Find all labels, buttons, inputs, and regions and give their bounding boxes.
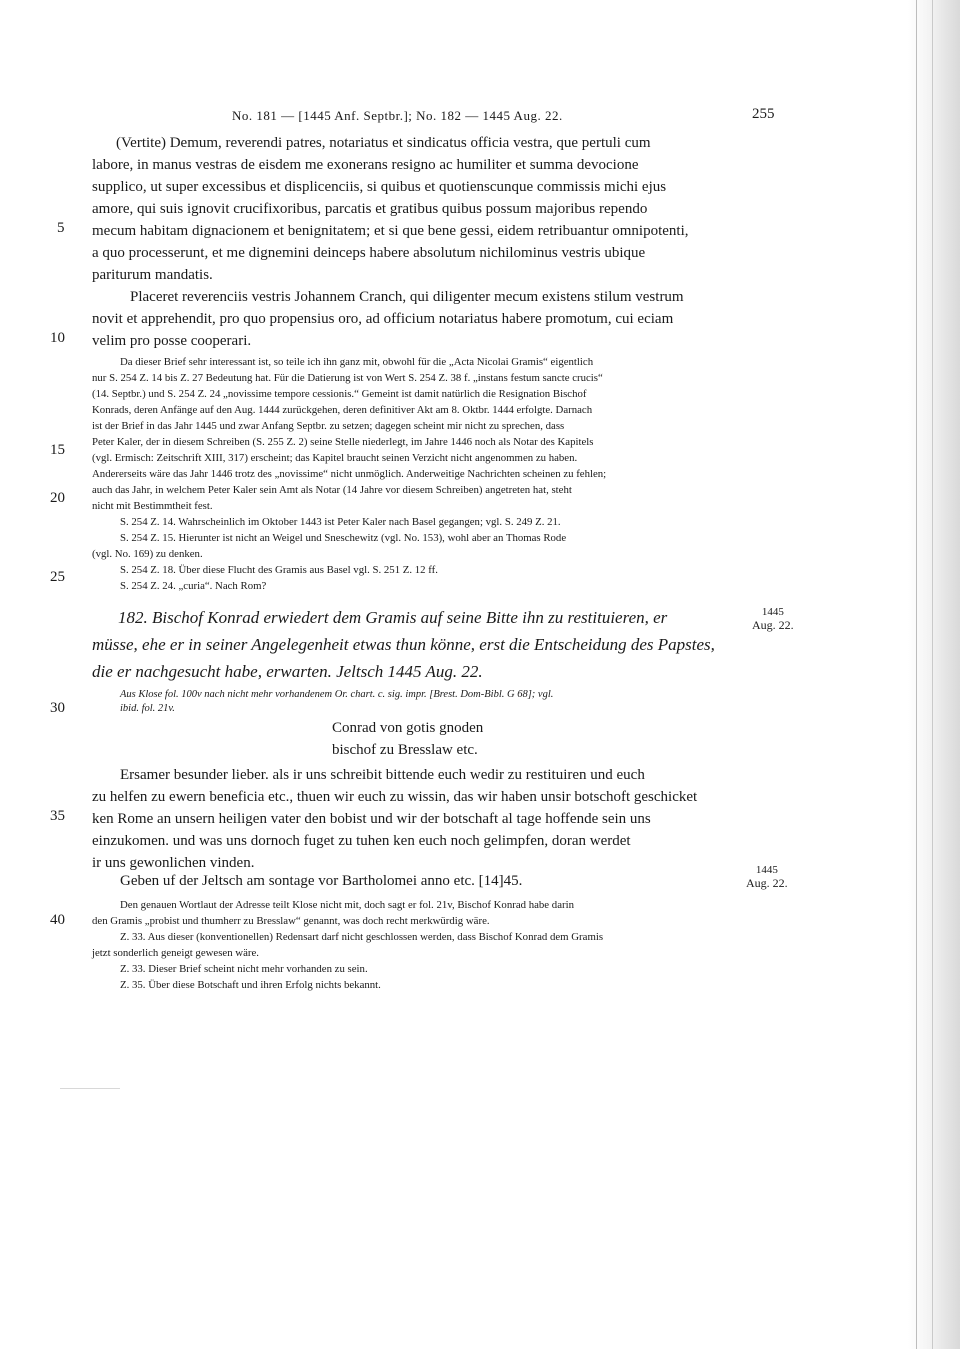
text-line: amore, qui suis ignovit crucifixoribus, parcatis et gratibus quibus possum majoribus rependo xyxy=(92,201,648,217)
note-line: Peter Kaler, der in diesem Schreiben (S. 255 Z. 2) seine Stelle niederlegt, im Jahre 1446 noch als Notar des Kapitels xyxy=(92,436,594,448)
address-line: Conrad von gotis gnoden xyxy=(332,720,484,736)
source-line: Aus Klose fol. 100v nach nicht mehr vorhandenem Or. chart. c. sig. impr. [Brest. Dom-Bibl. G 68]; vgl. xyxy=(120,689,554,700)
source-line: ibid. fol. 21v. xyxy=(120,703,175,714)
doc181-text xyxy=(92,132,748,362)
note-line: (14. Septbr.) und S. 254 Z. 24 „novissime tempore cessionis.“ Gemeint ist damit natürlich die Resignation Bischof xyxy=(92,388,587,400)
doc182-heading xyxy=(92,604,748,688)
note-line: Den genauen Wortlaut der Adresse teilt Klose nicht mit, doch sagt er fol. 21v, Bischof Konrad habe darin xyxy=(120,899,574,911)
note-line: ist der Brief in das Jahr 1445 und zwar Anfang Septbr. zu setzen; dagegen scheint mir nicht zu sprechen, dass xyxy=(92,420,565,432)
note-line: (vgl. No. 169) zu denken. xyxy=(92,548,203,560)
note-line: jetzt sonderlich geneigt gewesen wäre. xyxy=(92,947,259,959)
margin-date-2 xyxy=(746,864,788,890)
text-line: zu helfen zu ewern beneficia etc., thuen wir euch zu wissin, das wir haben unsir botschoft geschicket xyxy=(92,789,698,805)
note-line: S. 254 Z. 14. Wahrscheinlich im Oktober 1443 ist Peter Kaler nach Basel gegangen; vgl. S. 249 Z. 21. xyxy=(120,516,561,528)
note-line: Z. 33. Dieser Brief scheint nicht mehr vorhanden zu sein. xyxy=(120,963,368,975)
note-line: auch das Jahr, in welchem Peter Kaler sein Amt als Notar (14 Jahre vor diesem Schreiben) angetreten hat, steht xyxy=(92,484,572,496)
line-number: 35 xyxy=(50,808,65,824)
line-number: 10 xyxy=(50,330,65,346)
margin-day: Aug. 22. xyxy=(746,876,788,890)
text-line: mecum habitam dignacionem et benignitatem; et si que bene gessi, eidem retribuantur omnipotenti, xyxy=(92,223,689,239)
text-line: (Vertite) Demum, reverendi patres, notariatus et sindicatus officia vestra, que pertuli cum xyxy=(116,135,651,151)
doc182-text xyxy=(92,764,748,884)
note-line: den Gramis „probist und thumherr zu Bresslaw“ genannt, was doch recht merkwürdig wäre. xyxy=(92,915,490,927)
text-line: novit et apprehendit, pro quo propensius oro, ad officium notariatus habere promotum, cui eciam xyxy=(92,311,674,327)
note-line: S. 254 Z. 15. Hierunter ist nicht an Weigel und Sneschewitz (vgl. No. 153), wohl aber an Thomas Rode xyxy=(120,532,567,544)
heading-line: die er nachgesucht habe, erwarten. Jeltsch 1445 Aug. 22. xyxy=(92,662,483,681)
scan-speck xyxy=(60,1088,120,1089)
margin-date xyxy=(752,606,794,632)
running-header: No. 181 — [1445 Anf. Septbr.]; No. 182 — 1445 Aug. 22. xyxy=(232,108,563,123)
text-line: ken Rome an unsern heiligen vater den bobist und wir der botschaft al tage hoffende sein uns xyxy=(92,811,651,827)
address-line: bischof zu Bresslaw etc. xyxy=(332,742,478,758)
text-line: Geben uf der Jeltsch am sontage vor Bartholomei anno etc. [14]45. xyxy=(120,873,523,889)
line-number: 40 xyxy=(50,912,65,928)
doc181-notes xyxy=(92,355,748,595)
text-line: pariturum mandatis. xyxy=(92,267,213,283)
note-line: nicht mit Bestimmtheit fest. xyxy=(92,500,213,512)
text-line: velim pro posse cooperari. xyxy=(92,333,252,349)
text-line: einzukomen. und was uns dornoch fuget zu tuhen ken euch noch gelimpfen, doran werdet xyxy=(92,833,631,849)
line-number: 5 xyxy=(57,220,65,236)
note-line: Z. 33. Aus dieser (konventionellen) Redensart darf nicht geschlossen werden, dass Bischof Konrad dem Gramis xyxy=(120,931,604,943)
line-number: 20 xyxy=(50,490,65,506)
note-line: Andererseits wäre das Jahr 1446 trotz des „novissime“ nicht unmöglich. Anderweitige Nachrichten scheinen zu fehlen; xyxy=(92,468,607,480)
doc182-dating xyxy=(92,870,748,892)
margin-year: 1445 xyxy=(755,864,778,876)
line-number: 15 xyxy=(50,442,65,458)
note-line: nur S. 254 Z. 14 bis Z. 27 Bedeutung hat. Für die Datierung ist von Wert S. 254 Z. 38 f. „instans festum sancte crucis“ xyxy=(92,372,603,384)
note-line: S. 254 Z. 24. „curia“. Nach Rom? xyxy=(120,580,267,592)
note-line: S. 254 Z. 18. Über diese Flucht des Gramis aus Basel vgl. S. 251 Z. 12 ff. xyxy=(120,564,438,576)
doc182-source xyxy=(92,688,748,718)
note-line: Da dieser Brief sehr interessant ist, so teile ich ihn ganz mit, obwohl für die „Acta Nicolai Gramis“ eigentlich xyxy=(120,356,594,368)
heading-line: müsse, ehe er in seiner Angelegenheit etwas thun könne, erst die Entscheidung des Papstes, xyxy=(92,635,715,654)
doc182-notes xyxy=(92,898,748,998)
margin-year: 1445 xyxy=(761,606,784,618)
note-line: (vgl. Ermisch: Zeitschrift XIII, 317) erscheint; das Kapitel braucht seinen Verzicht nicht angenommen zu haben. xyxy=(92,452,578,464)
heading-line: 182. Bischof Konrad erwiedert dem Gramis auf seine Bitte ihn zu restituieren, er xyxy=(118,608,668,627)
text-line: labore, in manus vestras de eisdem me exonerans resigno ac humiliter et summa devocione xyxy=(92,157,639,173)
text-line: Placeret reverenciis vestris Johannem Cranch, qui diligenter mecum existens stilum vestrum xyxy=(130,289,684,305)
text-line: a quo processerunt, et me dignemini deinceps habere absolutum nichilominus vestris ubique xyxy=(92,245,646,261)
text-line: ir uns gewonlichen vinden. xyxy=(92,855,255,871)
line-number: 30 xyxy=(50,700,65,716)
note-line: Z. 35. Über diese Botschaft und ihren Erfolg nichts bekannt. xyxy=(120,979,381,991)
scan-edge xyxy=(908,0,960,1349)
margin-day: Aug. 22. xyxy=(752,618,794,632)
note-line: Konrads, deren Anfänge auf den Aug. 1444 zurückgehen, deren definitiver Akt am 8. Oktbr. 1444 erfolgte. Darnach xyxy=(92,404,593,416)
page-number: 255 xyxy=(752,106,775,122)
text-line: Ersamer besunder lieber. als ir uns schreibit bittende euch wedir zu restituiren und euch xyxy=(120,767,645,783)
text-line: supplico, ut super excessibus et displicenciis, si quibus et quotienscunque commissis michi ejus xyxy=(92,179,667,195)
line-number: 25 xyxy=(50,569,65,585)
